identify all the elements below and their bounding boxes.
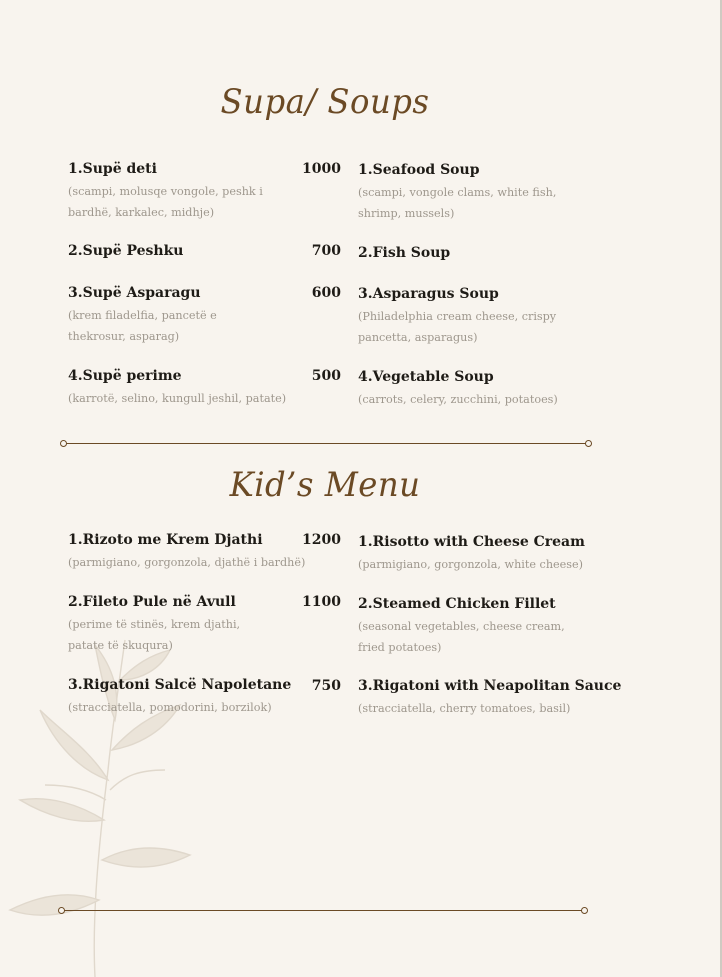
item-desc-sq: (stracciatella, pomodorini, borzilok) bbox=[68, 701, 272, 714]
item-price: 1200 bbox=[302, 532, 341, 548]
section-divider bbox=[60, 438, 592, 450]
item-name-sq: 1.Supë deti bbox=[68, 161, 157, 177]
item-desc-en: (parmigiano, gorgonzola, white cheese) bbox=[358, 558, 584, 571]
item-desc-sq: (krem filadelfia, pancetë e thekrosur, asparag) bbox=[68, 309, 217, 343]
item-desc-sq: (karrotë, selino, kungull jeshil, patate) bbox=[68, 392, 287, 405]
item-desc-sq: (scampi, molusqe vongole, peshk i bardhë, karkalec, midhje) bbox=[68, 185, 263, 219]
section-divider bbox=[58, 905, 588, 917]
item-desc-en: (Philadelphia cream cheese, crispy pancetta, asparagus) bbox=[358, 310, 557, 344]
item-name-en: 3.Asparagus Soup bbox=[358, 286, 499, 302]
item-name-en: 2.Steamed Chicken Fillet bbox=[358, 596, 556, 612]
item-desc-sq: (parmigiano, gorgonzola, djathë i bardhë) bbox=[68, 556, 306, 569]
item-name-sq: 2.Supë Peshku bbox=[68, 243, 184, 259]
section-title-soups: Supa/ Soups bbox=[220, 82, 430, 122]
item-name-en: 4.Vegetable Soup bbox=[358, 369, 494, 385]
item-desc-en: (carrots, celery, zucchini, potatoes) bbox=[358, 393, 558, 406]
item-desc-en: (scampi, vongole clams, white fish, shrimp, mussels) bbox=[358, 186, 557, 220]
item-name-en: 1.Risotto with Cheese Cream bbox=[358, 534, 585, 550]
item-price: 1100 bbox=[302, 594, 341, 610]
item-name-sq: 4.Supë perime bbox=[68, 368, 182, 384]
item-price: 500 bbox=[311, 368, 341, 384]
item-desc-en: (stracciatella, cherry tomatoes, basil) bbox=[358, 702, 571, 715]
item-price: 700 bbox=[311, 243, 341, 259]
item-name-sq: 3.Rigatoni Salcë Napoletane bbox=[68, 677, 292, 693]
item-name-sq: 2.Fileto Pule në Avull bbox=[68, 594, 236, 610]
item-name-en: 1.Seafood Soup bbox=[358, 162, 480, 178]
item-desc-sq: (perime të stinës, krem djathi, patate të skuqura) bbox=[68, 618, 241, 652]
item-name-sq: 1.Rizoto me Krem Djathi bbox=[68, 532, 263, 548]
item-name-en: 2.Fish Soup bbox=[358, 245, 451, 261]
item-name-en: 3.Rigatoni with Neapolitan Sauce bbox=[358, 678, 622, 694]
item-price: 750 bbox=[311, 678, 341, 694]
item-name-sq: 3.Supë Asparagu bbox=[68, 285, 201, 301]
item-desc-en: (seasonal vegetables, cheese cream, fried potatoes) bbox=[358, 620, 565, 654]
leaf-branch-icon bbox=[0, 620, 200, 977]
item-price: 600 bbox=[311, 285, 341, 301]
item-price: 1000 bbox=[302, 161, 341, 177]
section-title-kids-menu: Kid’s Menu bbox=[229, 465, 421, 505]
